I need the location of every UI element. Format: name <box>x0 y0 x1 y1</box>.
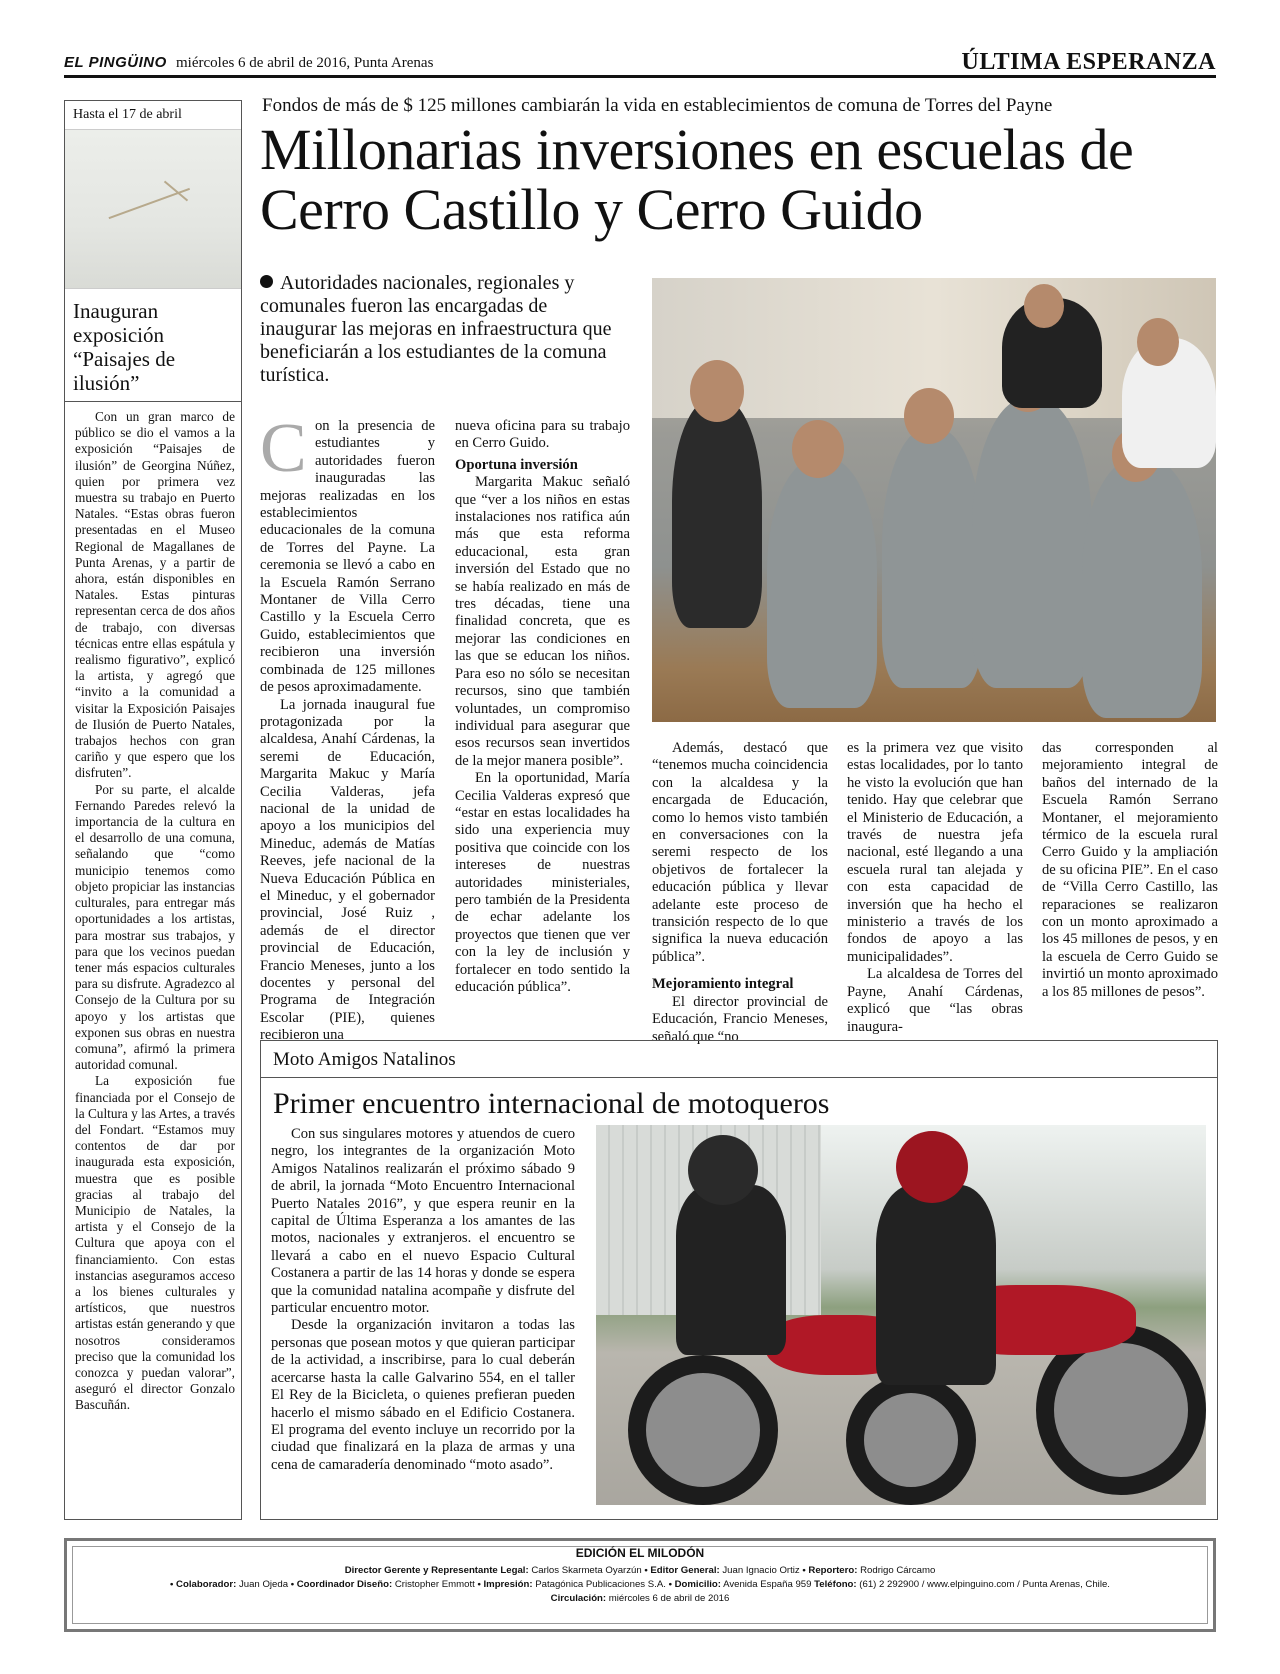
lead-text: Autoridades nacionales, regionales y comunales fueron las encargadas de inaugurar las mejoras en infraestructura que beneficiarán a los estudiantes de la comuna turística. <box>260 272 612 386</box>
credit-label: • Reportero: <box>802 1565 858 1576</box>
credits-line <box>67 1579 1213 1591</box>
credit-value: Rodrigo Cárcamo <box>860 1565 936 1576</box>
credit-value: Juan Ignacio Ortiz <box>722 1565 800 1576</box>
moto-headline: Primer encuentro internacional de motoqueros <box>273 1087 830 1120</box>
person-figure <box>767 458 877 708</box>
sidebar-article <box>64 100 242 1520</box>
credit-label: • Editor General: <box>644 1565 720 1576</box>
subheading: Mejoramiento integral <box>652 976 794 993</box>
paragraph: es la primera vez que visito estas localidades, por lo tanto he visto la evolución que han tenido. Hay que celebrar que el Ministerio de Educación, a través de nuestra jefa nacional, esté llegando a una escuela rural tan alejada y con esta capacidad de inversión que ha hecho el ministerio a través de los fondos de apoyo a las municipalidades”. <box>847 740 1023 965</box>
helmet-shape <box>688 1135 758 1205</box>
credit-value: miércoles 6 de abril de 2016 <box>608 1593 730 1604</box>
credit-label: • Coordinador Diseño: <box>290 1579 393 1590</box>
article-column-3 <box>652 740 828 1046</box>
section-title: ÚLTIMA ESPERANZA <box>961 49 1216 75</box>
moto-body <box>271 1126 575 1474</box>
credits-line <box>67 1593 1213 1605</box>
paragraph: nueva oficina para su trabajo en Cerro Guido. <box>455 418 630 452</box>
header-date: miércoles 6 de abril de 2016, Punta Arenas <box>176 55 434 71</box>
person-head <box>690 360 744 422</box>
helmet-shape <box>896 1131 968 1203</box>
article-column-4 <box>847 740 1023 1036</box>
article-column-1 <box>260 410 435 1045</box>
credit-label: • Impresión: <box>477 1579 533 1590</box>
credit-value: Avenida España 959 <box>723 1579 812 1590</box>
divider <box>65 401 241 402</box>
article-column-2 <box>455 418 630 996</box>
paragraph: La jornada inaugural fue protagonizada por la alcaldesa, Anahí Cárdenas, la seremi de Educación, Margarita Makuc y María Cecilia Valderas, jefa nacional de la unidad de apoyo a los municipios del Mineduc, además de Matías Reeves, jefe nacional de la Nueva Educación Pública en el Mineduc, y el gobernador provincial, José Ruiz , además de el director provincial de Educación, Francio Meneses, junto a los docentes y personal del Programa de Integración Escolar (PIE), quienes recibieron una <box>260 696 435 1044</box>
credit-label: Circulación: <box>550 1593 607 1604</box>
credit-label: • Domicilio: <box>668 1579 721 1590</box>
credit-value: Patagónica Publicaciones S.A. <box>535 1579 666 1590</box>
sidebar-body <box>75 409 235 1414</box>
sidebar-photo <box>65 129 241 289</box>
credit-value: Juan Ojeda <box>238 1579 289 1590</box>
sidebar-headline: Inauguran exposición “Paisajes de ilusión” <box>73 299 176 395</box>
newspaper-logo: EL PINGÜINO <box>64 54 167 71</box>
edition-title: EDICIÓN EL MILODÓN <box>575 1546 705 1560</box>
person-head <box>792 420 844 478</box>
drop-cap: C <box>260 410 307 487</box>
bullet-icon <box>260 275 273 288</box>
paragraph: Con un gran marco de público se dio el vamos a la exposición “Paisajes de ilusión” de Georgina Núñez, quien por primera vez muestra su trabajo en Puerto Natales. “Estas obras fueron presentadas en el Museo Regional de Magallanes de Punta Arenas, y a partir de ahora, están disponibles en Natales. Estas pinturas representan cerca de dos años de trabajo, con diversas técnicas entre ellas espátula y realismo figurativo”, explicó la artista, y agregó que “invito a la comunidad a visitar la Exposición Paisajes de Ilusión de Puerto Natales, trabajos hechos con gran cariño y que espero que los disfruten”. <box>75 409 235 781</box>
subheading: Oportuna inversión <box>455 456 578 473</box>
article-column-5 <box>1042 740 1218 1001</box>
person-head <box>1024 284 1064 328</box>
paragraph: La alcaldesa de Torres del Payne, Anahí Cárdenas, explicó que “las obras inaugura- <box>847 966 1023 1035</box>
paragraph: En la oportunidad, María Cecilia Valderas expresó que “estar en estas localidades ha sido una experiencia muy positiva que coincide con los intereses de nuestras autoridades ministeriales, pero también de la Presidenta de echar adelante los proyectos que tienen que ver con la ley de inclusión y fortalecer en todo sentido la educación pública”. <box>455 770 630 995</box>
credit-value: Cristopher Emmott <box>394 1579 475 1590</box>
rider-figure <box>676 1185 786 1355</box>
moto-kicker: Moto Amigos Natalinos <box>273 1049 456 1070</box>
motorcycles-photo <box>596 1125 1206 1505</box>
person-figure <box>1082 458 1202 718</box>
person-figure <box>882 428 982 688</box>
paragraph: Además, destacó que “tenemos mucha coincidencia con la alcaldesa y la encargada de Educación, como lo hemos visto también en conversaciones con la seremi respecto de los objetivos de fortalecer la educación pública y llevar adelante este proceso de transición respecto de lo que significa la nueva educación pública”. <box>652 740 828 965</box>
wheel-shape <box>628 1355 778 1505</box>
students-photo <box>652 278 1216 722</box>
credit-label: Teléfono: <box>814 1579 857 1590</box>
person-head <box>1137 318 1179 366</box>
sidebar-kicker: Hasta el 17 de abril <box>73 107 182 122</box>
paragraph: on la presencia de estudiantes y autoridades fueron inauguradas las mejoras realizadas en los establecimientos educacionales de la comuna de Torres del Payne. La ceremonia se llevó a cabo en la Escuela Ramón Serrano Montaner de Villa Cerro Castillo y la Escuela Cerro Guido, establecimientos que recibieron una inversión combinada de 125 millones de pesos aproximadamente. <box>260 418 435 696</box>
paragraph: Por su parte, el alcalde Fernando Paredes relevó la importancia de la cultura en el desarrollo de una comuna, señalando que “como municipio tenemos como objeto propiciar las instancias culturales, para entregar más oportunidades a los artistas, para mostrar sus trabajos, y para que los vecinos puedan tener más espacios culturales para su disfrute. Agradezco al Consejo de la Cultura por su apoyo y los artistas que exponen sus obras en nuestra comuna”, afirmó la primera autoridad comunal. <box>75 781 235 1073</box>
credit-label: • Colaborador: <box>170 1579 237 1590</box>
person-figure <box>672 398 762 628</box>
paragraph: La exposición fue financiada por el Consejo de la Cultura y las Artes, a través del Fondart. “Estamos muy contentos de dar por inaugurada esta exposición, muestra que es posible gracias al trabajo del Municipio de Natales, la artista y el Consejo de la Cultura que apoya con el financiamiento. Con estas instancias aseguramos acceso a los bienes culturales y artísticos, que nuestros artistas están generando y que nosotros consideramos preciso que la comunidad los conozca y puedan valorar”, aseguró el director Gonzalo Bascuñán. <box>75 1073 235 1413</box>
paragraph: Desde la organización invitaron a todas las personas que posean motos y que quieran participar de la actividad, a inscribirse, para lo cual deberán acercarse hasta la calle Galvarino 554, en el taller El Rey de la Bicicleta, o quienes prefieran pueden hacerlo el mismo sábado en el Edificio Costanera. El programa del evento incluye un recorrido por la ciudad que finalizará en la plaza de armas y una cena de camaradería denominado “moto asado”. <box>271 1317 575 1473</box>
credit-label: Director Gerente y Representante Legal: <box>344 1565 529 1576</box>
paragraph: das corresponden al mejoramiento integral de baños del internado de la Escuela Ramón Serrano Montaner, el mejoramiento térmico de la escuela rural Cerro Guido y la ampliación de su oficina PIE”. En el caso de “Villa Cerro Castillo, las reparaciones se realizaron con un monto aproximado a los 45 millones de pesos, y en la escuela de Cerro Guido se invirtió un monto aproximado a los 85 millones de pesos”. <box>1042 740 1218 1000</box>
moto-article-box <box>260 1040 1218 1520</box>
credit-value: (61) 2 292900 / www.elpinguino.com / Punta Arenas, Chile. <box>859 1579 1110 1590</box>
rider-figure <box>876 1185 996 1385</box>
article-kicker: Fondos de más de $ 125 millones cambiarán la vida en establecimientos de comuna de Torres del Payne <box>262 95 1053 116</box>
credits-footer <box>64 1538 1216 1632</box>
article-lead <box>260 272 620 387</box>
person-head <box>904 388 954 444</box>
page-header <box>64 49 1216 78</box>
credits-line <box>67 1565 1213 1577</box>
divider <box>261 1077 1217 1078</box>
credit-value: Carlos Skarmeta Oyarzún <box>531 1565 642 1576</box>
person-figure <box>972 398 1092 688</box>
paragraph: El director provincial de Educación, Francio Meneses, señaló que “no <box>652 993 828 1045</box>
paragraph: Con sus singulares motores y atuendos de cuero negro, los integrantes de la organización Moto Amigos Natalinos realizarán el próximo sábado 9 de abril, la jornada “Moto Encuentro Internacional Puerto Natales 2016”, y que espera reunir en la capital de Última Esperanza a los amantes de las motos, nacionales y extranjeros. el encuentro se llevará a cabo en el nuevo Espacio Cultural Costanera a partir de las 14 horas y donde se espera que la comunidad natalina acompañe y disfrute del particular encuentro motor. <box>271 1126 575 1317</box>
article-headline: Millonarias inversiones en escuelas de Cerro Castillo y Cerro Guido <box>260 117 1134 242</box>
wheel-shape <box>846 1375 976 1505</box>
paragraph: Margarita Makuc señaló que “ver a los niños en estas instalaciones nos ratifica aún más que esta reforma educacional, esta gran inversión del Estado que no se había realizado en más de tres décadas, tiene una finalidad concreta, que es mejorar las condiciones en las que se educan los niños. Para eso no sólo se necesitan recursos, sino que también voluntades, un compromiso individual para asegurar que esos recursos sean invertidos de la mejor manera posible”. <box>455 474 630 769</box>
